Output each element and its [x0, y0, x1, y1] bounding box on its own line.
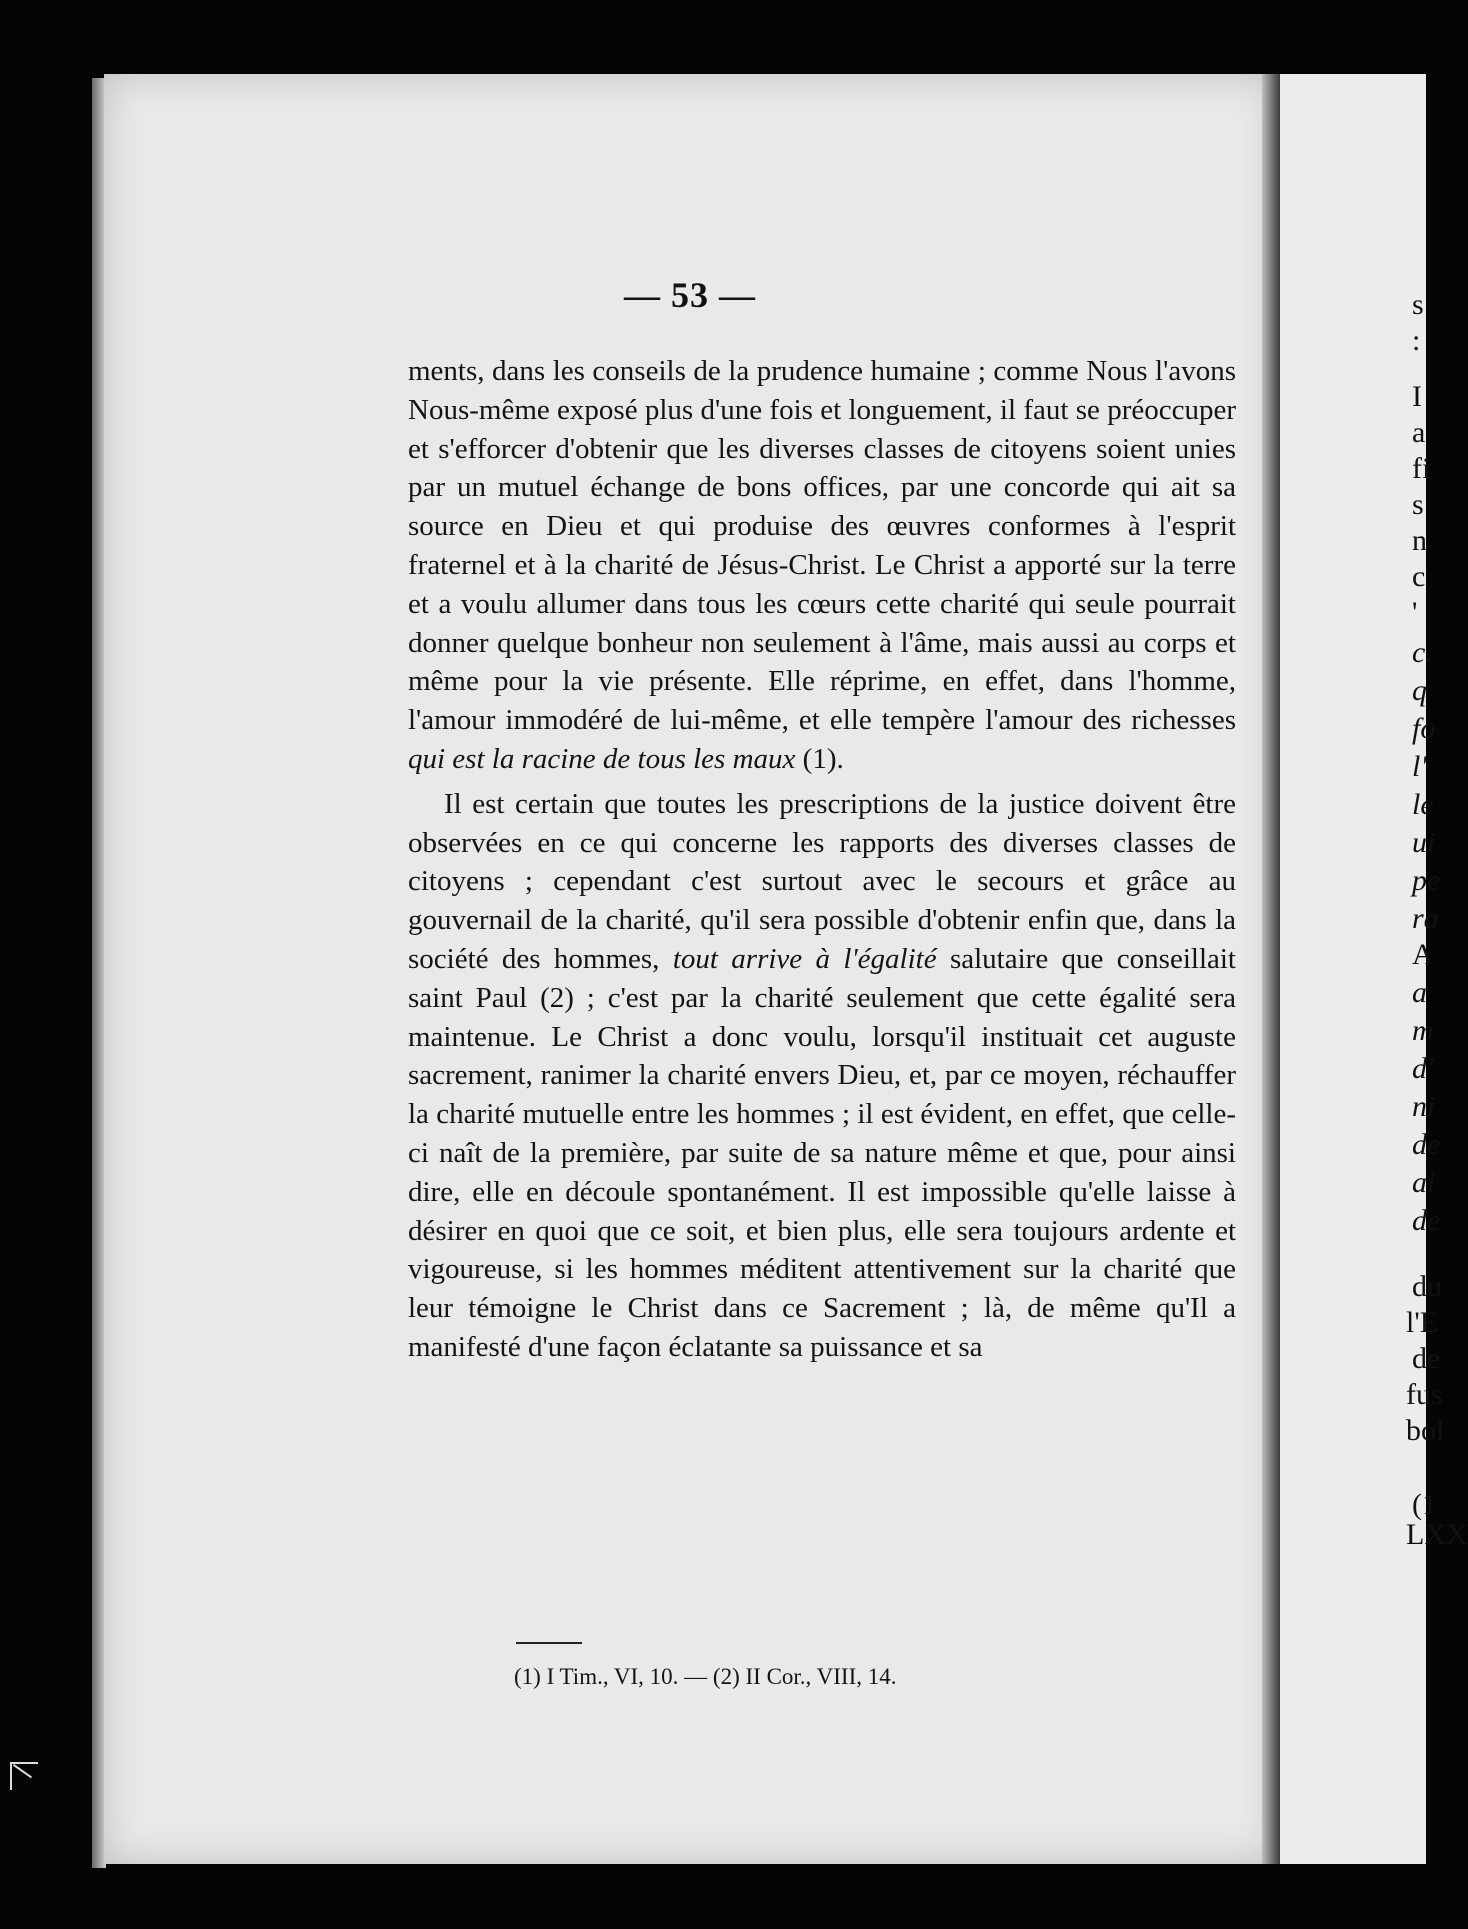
facing-page-fragment: a: [1412, 416, 1426, 449]
facing-page-fragment: ': [1412, 596, 1418, 629]
facing-page-fragment: l': [1412, 750, 1427, 783]
paragraph-2-text-start: Il est certain que toutes les prescriptions de la justice doivent être observées en ce qui concerne les rapports des diverses classes de citoyens ; cependant c'est surtout avec le secours et grâce au gouvernail de la charité, qu'il sera possible d'obtenir enfin que, dans la société des hommes,: [408, 787, 1236, 975]
facing-page-fragment: de: [1412, 1342, 1441, 1375]
facing-page-fragment: ni: [1412, 1090, 1436, 1123]
body-text: [408, 352, 1236, 1367]
facing-page-fragment: m: [1412, 1014, 1434, 1047]
facing-page-fragment: s: [1412, 488, 1424, 521]
facing-page-fragment: de: [1412, 1204, 1441, 1237]
paragraph-1-italic-quote: qui est la racine de tous les maux: [408, 742, 796, 775]
facing-page-fragment: c.: [1412, 636, 1433, 669]
facing-page-fragment: fi: [1412, 452, 1431, 485]
facing-page-fragment: l'E: [1406, 1306, 1439, 1339]
facing-page-fragment: le: [1412, 788, 1434, 821]
facing-page-fragment: du: [1412, 1270, 1442, 1303]
corner-crop-mark: [10, 1762, 38, 1790]
facing-page-fragment: I: [1412, 380, 1422, 413]
facing-page: [1280, 74, 1468, 1864]
facing-page-fragment: de: [1412, 1128, 1441, 1161]
facing-page-fragment: a: [1412, 976, 1427, 1009]
facing-page-fragment: c: [1412, 560, 1426, 593]
paragraph-1-footnote-ref: (1).: [795, 742, 844, 775]
facing-page-fragment: bol: [1406, 1414, 1445, 1447]
facing-page-fragment: LXX: [1406, 1518, 1468, 1551]
footnote: (1) I Tim., VI, 10. — (2) II Cor., VIII, 14.: [514, 1664, 897, 1689]
paragraph-2-text-end: salutaire que conseillait saint Paul (2) ; c'est par la charité seulement que cette égalité sera maintenue. Le Christ a donc voulu, lorsqu'il instituait cet auguste sacrement, ranimer la charité envers Dieu, et, par ce moyen, réchauffer la charité mutuelle entre les hommes ; il est évident, en effet, que celle-ci naît de la première, par suite de sa nature même et que, pour ainsi dire, elle en découle spontanément. Il est impossible qu'elle laisse à désirer en quoi que ce soit, et bien plus, elle sera toujours ardente et vigoureuse, si les hommes méditent attentivement sur la charité que leur témoigne le Christ dans ce Sacrement ; là, de même qu'Il a manifesté d'une façon éclatante sa puissance et sa: [408, 942, 1236, 1363]
facing-page-fragment: ra: [1412, 902, 1439, 935]
paragraph-1-text: ments, dans les conseils de la prudence humaine ; comme Nous l'avons Nous-même exposé plus d'une fois et longuement, il faut se préoccuper et s'efforcer d'obtenir que les diverses classes de citoyens soient unies par un mutuel échange de bons offices, par une concorde qui ait sa source en Dieu et qui produise des œuvres conformes à l'esprit fraternel et à la charité de Jésus-Christ. Le Christ a apporté sur la terre et a voulu allumer dans tous les cœurs cette charité qui seule pourrait donner quelque bonheur non seulement à l'âme, mais aussi au corps et même pour la vie présente. Elle réprime, en effet, dans l'homme, l'amour immodéré de lui-même, et elle tempère l'amour des richesses: [408, 355, 1236, 737]
facing-page-fragment: ai: [1412, 1166, 1436, 1199]
footnote-rule: [516, 1642, 582, 1644]
facing-page-fragment: n: [1412, 524, 1427, 557]
facing-page-fragment: fus: [1406, 1378, 1443, 1411]
facing-page-fragment: :: [1412, 324, 1421, 357]
paragraph-2: [408, 785, 1236, 1367]
facing-page-fragment: (1: [1412, 1488, 1437, 1521]
paragraph-2-italic-quote: tout arrive à l'égalité: [672, 942, 937, 975]
facing-page-fragment: s: [1412, 288, 1424, 321]
page-number: — 53 —: [624, 275, 756, 315]
paragraph-1: [408, 352, 1236, 779]
book-page: [104, 74, 1276, 1864]
facing-page-fragment: q: [1412, 674, 1427, 707]
facing-page-fragment: fo: [1412, 712, 1436, 745]
facing-page-fragment: A: [1412, 938, 1434, 971]
facing-page-fragment: pe: [1412, 864, 1441, 897]
facing-page-fragment: d': [1412, 1052, 1434, 1085]
facing-page-fragment: ui: [1412, 826, 1436, 859]
